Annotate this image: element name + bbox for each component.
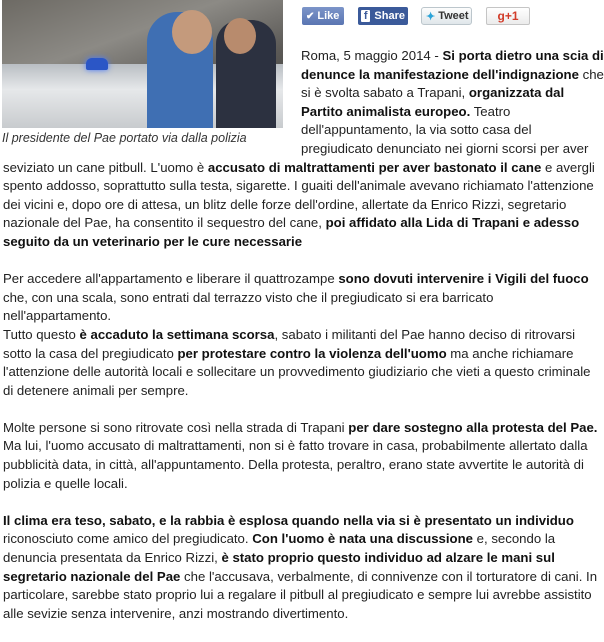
paragraph-1: Roma, 5 maggio 2014 - Si porta dietro una scia di denunce la manifestazione dell'indignazione che si è svolta sabato a Trapani, organizzata dal Partito animalista europeo. Teatro dell'appuntamento, la via sotto casa del pregiudicato denunciato nei giorni scorsi per aver seviziato un cane pitbull. L'uomo è accusato di maltrattamenti per aver bastonato il cane e avergli spento addosso, soprattutto sulla testa, sigarette. I guaiti dell'animale avevano richiamato l'attenzione dei vicini e, dopo ore di attesa, un blitz delle forze dell'ordine, allertate da Enrico Rizzi, segretario nazionale del Pae, ha consentito il sequestro del cane, poi affidato alla Lida di Trapani e adesso seguito da un veterinario per le cure necessarie [3,48,604,249]
photo-caption: Il presidente del Pae portato via dalla polizia [2,131,247,145]
facebook-share-button[interactable]: f Share [358,7,408,25]
article-body [3,47,604,642]
paragraph-3: Molte persone si sono ritrovate così nella strada di Trapani per dare sostegno alla protesta del Pae. Ma lui, l'uomo accusato di maltrattamenti, non si è fatto trovare in casa, probabilmente allertato dalla pubblicità data, in città, all'appuntamento. Della protesta, peraltro, erano state avvertite le autorità di polizia e quelle locali. [3,419,598,491]
tweet-button[interactable]: ✦ Tweet [421,7,472,25]
paragraph-2: Per accedere all'appartamento e liberare il quattrozampe sono dovuti intervenire i Vigili del fuoco che, con una scala, sono entrati dal terrazzo visto che il pregiudicato si era barricato nell'appartamento. Tutto questo è accaduto la settimana scorsa, sabato i militanti del Pae hanno deciso di ritrovarsi sotto la casa del pregiudicato per protestare contro la violenza dell'uomo ma anche richiamare l'attenzione delle autorità locali e sollecitare un provvedimento giudiziario che vieti a questo criminale di detenere animali per sempre. [3,271,591,398]
facebook-like-button[interactable]: ✔ Like [302,7,344,25]
twitter-bird-icon: ✦ [426,10,436,23]
facebook-icon: f [361,10,370,22]
paragraph-4: Il clima era teso, sabato, e la rabbia è esplosa quando nella via si è presentato un individuo riconosciuto come amico del pregiudicato. Con l'uomo è nata una discussione e, secondo la denuncia presentata da Enrico Rizzi, è stato proprio questo individuo ad alzare le mani sul segretario nazionale del Pae che l'accusava, verbalmente, di connivenze con il torturatore di cani. In particolare, sarebbe stato proprio lui a regalare il pitbull al pregiudicato e sempre lui avrebbe assistito alle sevizie senza intervenire, anzi mostrando divertimento. [3,512,598,621]
google-plus-one-button[interactable]: g+1 [486,7,530,25]
thumbs-up-icon: ✔ [306,10,315,22]
